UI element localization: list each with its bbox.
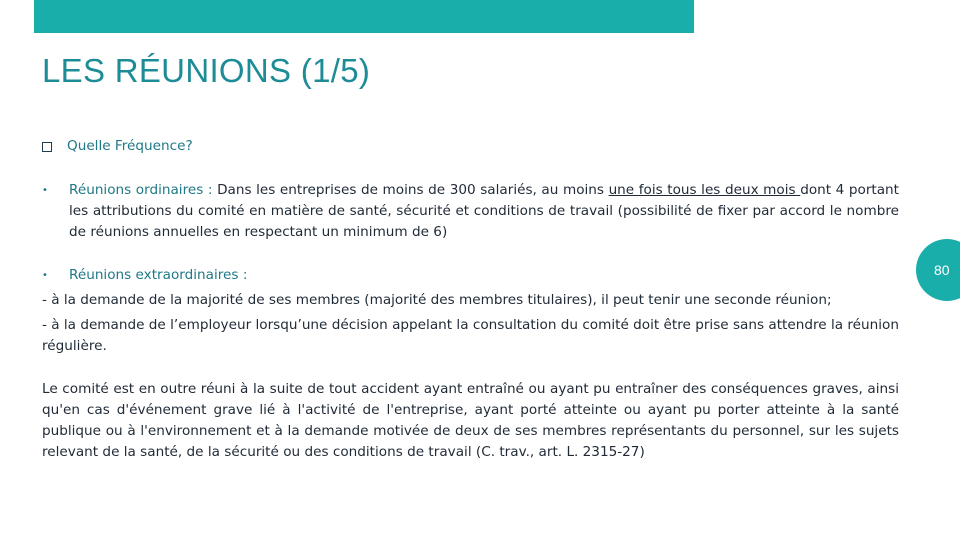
- slide-title: LES RÉUNIONS (1/5): [42, 52, 371, 89]
- question-line: [42, 136, 899, 157]
- page-number: 80: [934, 262, 950, 278]
- ordinary-text-before: Dans les entreprises de moins de 300 salariés, au moins: [217, 182, 609, 198]
- ordinary-colon: :: [203, 182, 218, 198]
- closing-paragraph: Le comité est en outre réuni à la suite de tout accident ayant entraîné ou ayant pu entraîner des conséquences graves, ainsi qu'en cas d'événement grave lié à l'activité de l'entreprise, ayant porté atteinte ou ayant pu porter atteinte à la santé publique ou à l'environnement et à la demande motivée de deux de ses membres représentants du personnel, sur les sujets relevant de la santé, de la sécurité ou des conditions de travail (C. trav., art. L. 2315-27): [42, 381, 899, 460]
- extraordinary-colon: :: [238, 267, 248, 283]
- bullet-icon: •: [42, 270, 48, 281]
- ordinary-meetings-item: [42, 180, 899, 243]
- extraordinary-meetings-item: [42, 265, 899, 286]
- page-number-badge: [916, 239, 960, 301]
- question-text: Quelle Fréquence?: [67, 138, 193, 154]
- checkbox-icon: [42, 142, 52, 152]
- ordinary-meetings-label: Réunions ordinaires: [69, 182, 204, 198]
- slide-content: [42, 136, 899, 463]
- ordinary-underlined-frequency: une fois tous les deux mois: [608, 182, 801, 198]
- extraordinary-meetings-label: Réunions extraordinaires: [69, 267, 239, 283]
- top-accent-bar: [34, 0, 694, 33]
- bullet-icon: •: [42, 185, 48, 196]
- extraordinary-item-majority: - à la demande de la majorité de ses membres (majorité des membres titulaires), il peut tenir une seconde réunion;: [42, 292, 832, 308]
- ordinary-text-after: dont 4 portant les attributions du comité en matière de santé, sécurité et conditions de travail (possibilité de fixer par accord le nombre de réunions annuelles en respectant un minimum de 6): [69, 182, 900, 240]
- extraordinary-item-employer: - à la demande de l’employeur lorsqu’une décision appelant la consultation du comité doit être prise sans attendre la réunion régulière.: [42, 317, 899, 354]
